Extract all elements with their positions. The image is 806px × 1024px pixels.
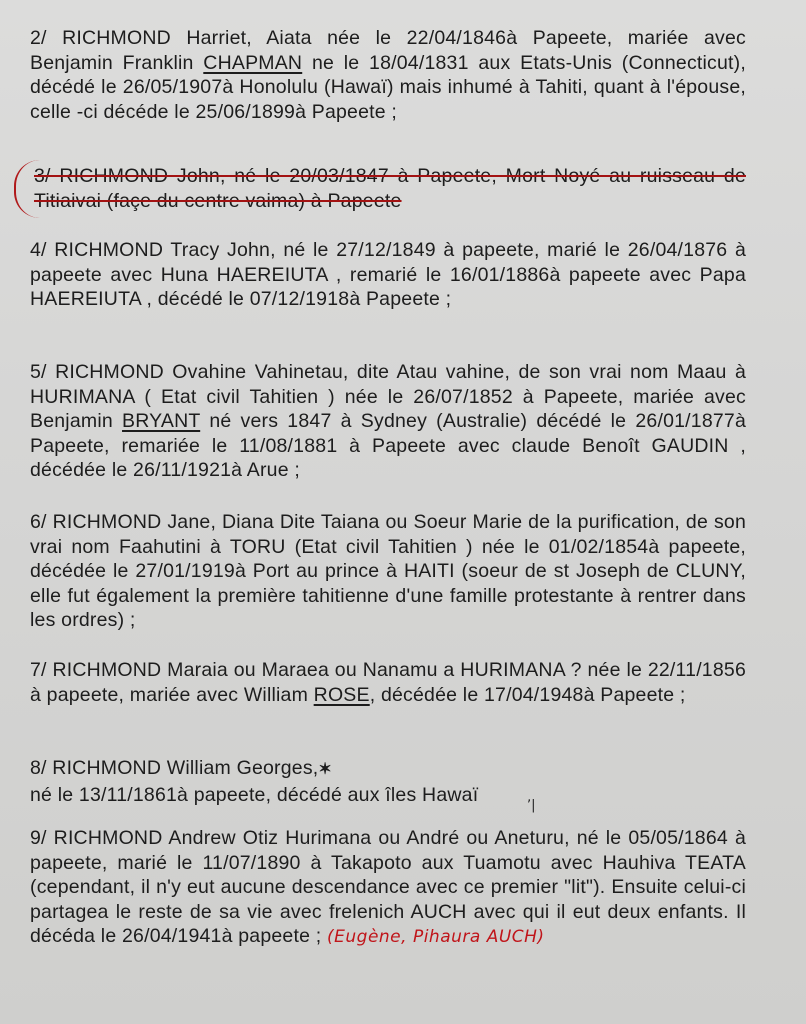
- entry-6-text: 6/ RICHMOND Jane, Diana Dite Taiana ou Soeur Marie de la purification, de son vrai nom Faahutini à TORU (Etat civil Tahitien ) née le 01/02/1854à papeete, décédée le 27/01/1919à Port au prince à HAITI (soeur de st Joseph de CLUNY, elle fut également la première tahitienne d'une famille protestante à rentrer dans les ordres) ;: [30, 511, 746, 631]
- entry-5-text-a: 5/ RICHMOND Ovahine Vahinetau, dite Atau vahine, de son vrai nom Maau à HURIMANA ( Etat civil Tahitien ) née le 26/07/1852 à Papeete, mariée avec Benjamin: [30, 361, 746, 432]
- entry-2-underlined-name: CHAPMAN: [203, 51, 303, 74]
- star-mark-icon: ✶: [318, 761, 332, 778]
- entry-9-handwritten-note: (Eugène, Pihaura AUCH): [327, 927, 545, 947]
- entry-4: [30, 238, 746, 312]
- entry-7: [30, 658, 746, 707]
- entry-8-text-a: 8/ RICHMOND William Georges,: [30, 757, 319, 779]
- entry-2-text-b: ne le 18/04/1831 aux Etats-Unis (Connecticut), décédé le 26/05/1907à Honolulu (Hawaï) mais inhumé à Tahiti, quant à l'épouse, celle -ci décéde le 25/06/1899à Papeete ;: [30, 51, 746, 123]
- entry-7-underlined-name: ROSE: [313, 683, 370, 706]
- entry-4-text: 4/ RICHMOND Tracy John, né le 27/12/1849 à papeete, marié le 26/04/1876 à papeete avec Huna HAEREIUTA , remarié le 16/01/1886à papeete avec Papa HAEREIUTA , décédé le 07/12/1918à Papeete ;: [30, 239, 746, 310]
- entry-9-text: 9/ RICHMOND Andrew Otiz Hurimana ou André ou Aneturu, né le 05/05/1864 à papeete, marié le 11/07/1890 à Takapoto aux Tuamotu avec Hauhiva TEATA (cependant, il n'y eut aucune descendance avec ce premier "lit"). Ensuite celui-ci partagea le reste de sa vie avec frelenich AUCH avec qui il eut deux enfants. Il décéda le 26/04/1941à papeete ;: [30, 827, 746, 947]
- entry-8: [30, 756, 746, 807]
- entry-8-text-b: né le 13/11/1861à papeete, décédé aux îles Hawaï: [30, 783, 479, 806]
- pen-tick-icon: ʼ|: [527, 798, 536, 813]
- entry-2: [30, 26, 746, 124]
- entry-3-struck: [34, 164, 746, 213]
- entry-7-text-b: , décédée le 17/04/1948à Papeete ;: [369, 683, 686, 706]
- entry-6: [30, 510, 746, 633]
- entry-5-underlined-name: BRYANT: [122, 410, 201, 432]
- entry-3-text: 3/ RICHMOND John, né le 20/03/1847 à Papeete, Mort Noyé au ruisseau de Titiaivai (façe du centre vaima) à Papeete: [34, 165, 746, 212]
- entry-9: [30, 826, 746, 950]
- entry-5-text-b: né vers 1847 à Sydney (Australie) décédé le 26/01/1877à Papeete, remariée le 11/08/1881 à Papeete avec claude Benoît GAUDIN , décédée le 26/11/1921à Arue ;: [30, 410, 747, 481]
- entry-7-text-a: 7/ RICHMOND Maraia ou Maraea ou Nanamu a HURIMANA ? née le 22/11/1856 à papeete, mariée avec William: [30, 659, 746, 706]
- entry-2-text-a: 2/ RICHMOND Harriet, Aiata née le 22/04/1846à Papeete, mariée avec Benjamin Franklin: [30, 27, 746, 74]
- entry-5: [30, 360, 746, 483]
